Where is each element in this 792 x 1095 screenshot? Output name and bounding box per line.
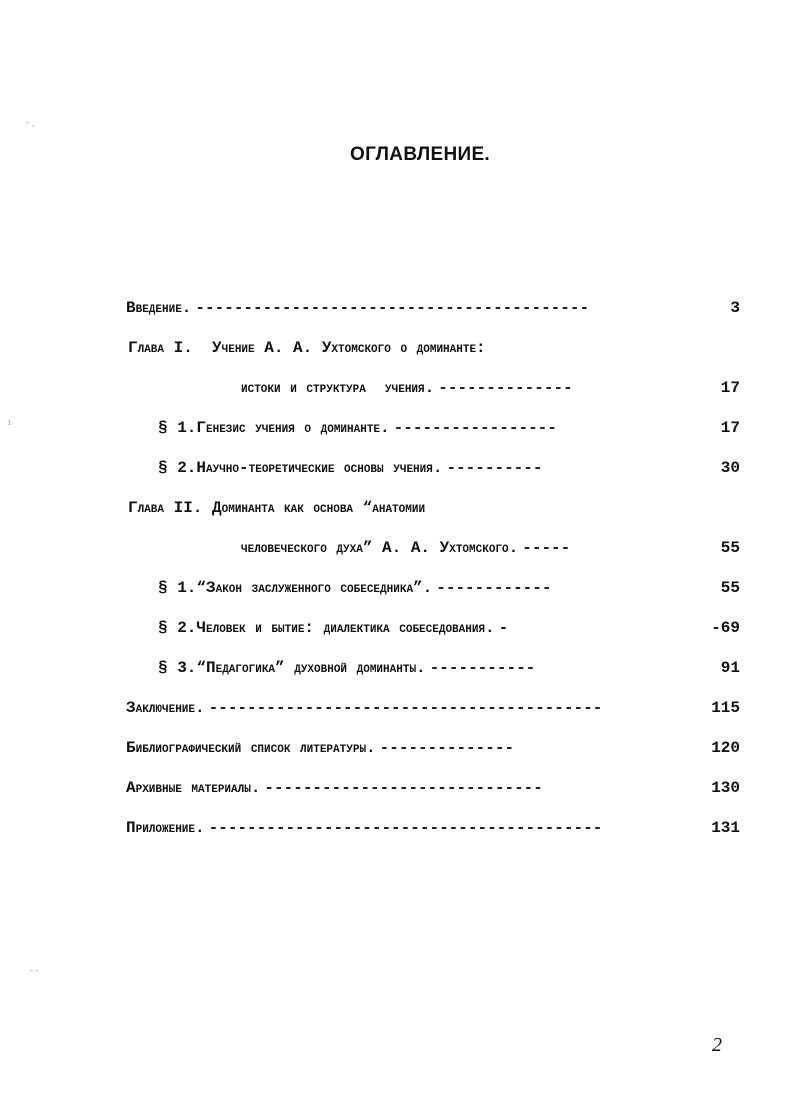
toc-entry-bibliography — [126, 736, 740, 760]
leader-dashes: ----------- — [429, 659, 536, 677]
toc-page-number: 130 — [711, 779, 740, 797]
toc-entry-text: Заключение. — [126, 699, 205, 717]
toc-entry-section-2-3 — [158, 656, 740, 680]
scan-speck: - - — [30, 966, 39, 975]
toc-entry-section-2-1 — [158, 576, 740, 600]
toc-entry-text: Библиографический список литературы. — [126, 739, 376, 757]
leader-dashes: ----- — [522, 539, 571, 557]
toc-entry-conclusion — [126, 696, 740, 720]
toc-page-number: 55 — [720, 539, 740, 557]
toc-page-number: 131 — [711, 819, 740, 837]
scan-speck: ⁞ — [8, 418, 11, 427]
leader-dashes: ----------------------------- — [264, 779, 543, 797]
toc-entry-appendix — [126, 816, 740, 840]
toc-page-number: 115 — [711, 699, 740, 717]
toc-entry-text: Глава I. Учение А. А. Ухтомского о доминанте: — [128, 339, 486, 357]
leader-dashes: ------------ — [436, 579, 552, 597]
leader-dashes: ----------------------------------------- — [208, 699, 603, 717]
toc-entry-text: § 1.“Закон заслуженного собеседника”. — [158, 579, 433, 597]
toc-entry-text: § 2.Человек и бытие: диалектика собеседования. — [158, 619, 495, 637]
leader-dashes: ---------- — [446, 459, 543, 477]
scan-speck: ‐ ˎ — [26, 118, 36, 127]
toc-entry-text: Приложение. — [126, 819, 205, 837]
toc-page-number: 55 — [720, 579, 740, 597]
toc-entry-introduction — [126, 296, 740, 320]
toc-entry-text: Введение. — [126, 299, 192, 317]
toc-entry-chapter-2-cont — [241, 536, 740, 560]
toc-entry-text: истоки и структура учения. — [241, 379, 435, 397]
leader-dashes: ----------------------------------------- — [195, 299, 590, 317]
page-title: ОГЛАВЛЕНИЕ. — [349, 144, 490, 165]
toc-entry-chapter-1-cont — [241, 376, 740, 400]
leader-dashes: - — [498, 619, 509, 637]
toc-page-number: 3 — [730, 299, 740, 317]
leader-dashes: ----------------- — [393, 419, 557, 437]
toc-page-number: 17 — [720, 379, 740, 397]
toc-entry-section-1-1 — [158, 416, 740, 440]
toc-page-number: 120 — [711, 739, 740, 757]
toc-entry-text: Глава II. Доминанта как основа “анатомии — [128, 499, 426, 517]
toc-page-number: 91 — [720, 659, 740, 677]
toc-entry-chapter-1 — [128, 336, 486, 360]
leader-dashes: -------------- — [438, 379, 573, 397]
toc-entry-archives — [126, 776, 740, 800]
toc-entry-chapter-2 — [128, 496, 425, 520]
toc-entry-text: человеческого духа” А. А. Ухтомского. — [241, 539, 519, 557]
page-number: 2 — [712, 1034, 722, 1056]
toc-page-number: 17 — [720, 419, 740, 437]
toc-entry-text: § 1.Генезис учения о доминанте. — [158, 419, 390, 437]
toc-entry-text: § 2.Научно-теоретические основы учения. — [158, 459, 443, 477]
toc-page-number: 30 — [720, 459, 740, 477]
toc-entry-text: Архивные материалы. — [126, 779, 261, 797]
toc-page-number: -69 — [711, 619, 740, 637]
leader-dashes: ----------------------------------------- — [208, 819, 603, 837]
toc-entry-text: § 3.“Педагогика” духовной доминанты. — [158, 659, 426, 677]
leader-dashes: -------------- — [379, 739, 515, 757]
toc-entry-section-1-2 — [158, 456, 740, 480]
toc-entry-section-2-2 — [158, 616, 740, 640]
